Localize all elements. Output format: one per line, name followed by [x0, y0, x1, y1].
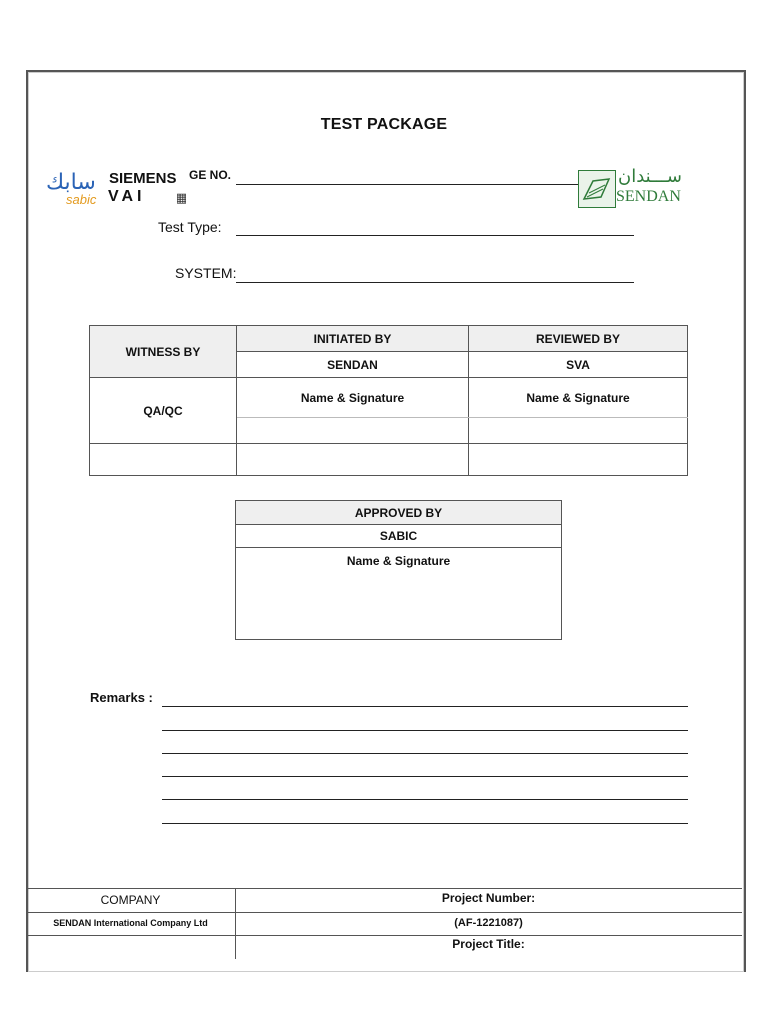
remarks-line-5[interactable] [162, 799, 688, 800]
reviewed-signature-label: Name & Signature [469, 378, 688, 418]
sendan-emblem-icon [578, 170, 616, 208]
package-no-label: GE NO. [189, 168, 232, 182]
reviewed-org: SVA [469, 352, 688, 378]
company-label: COMPANY [100, 893, 161, 907]
signoff-table [89, 325, 688, 476]
vai-mark-icon: ▦ [176, 191, 188, 206]
approval-signature-label: Name & Signature [346, 554, 451, 568]
approval-org: SABIC [236, 525, 562, 548]
footer-divider-1 [26, 912, 742, 913]
remarks-line-2[interactable] [162, 730, 688, 731]
approval-table [235, 500, 562, 640]
sendan-logo [578, 166, 688, 210]
initiated-empty-cell[interactable] [237, 444, 469, 476]
sabic-siemens-logo [46, 166, 246, 214]
remarks-line-3[interactable] [162, 753, 688, 754]
sendan-arabic-logo-text: ســـندان [618, 166, 683, 187]
system-line[interactable] [236, 282, 634, 283]
approved-by-header: APPROVED BY [236, 501, 562, 525]
approval-signature-box[interactable] [236, 548, 562, 640]
footer-divider-2 [26, 935, 742, 936]
initiated-org: SENDAN [237, 352, 469, 378]
company-name: SENDAN International Company Ltd [53, 918, 208, 928]
reviewed-by-header: REVIEWED BY [469, 326, 688, 352]
sabic-arabic-logo-text: سابك [46, 170, 96, 195]
initiated-signature-label: Name & Signature [237, 378, 469, 418]
project-number-label: Project Number: [441, 891, 536, 905]
sabic-logo-text: sabic [66, 192, 97, 207]
siemens-logo-text: SIEMENS [109, 170, 177, 187]
initiated-by-header: INITIATED BY [237, 326, 469, 352]
system-label: SYSTEM: [175, 265, 237, 281]
remarks-line-1[interactable] [162, 706, 688, 707]
document-title: TEST PACKAGE [320, 116, 448, 133]
remarks-line-4[interactable] [162, 776, 688, 777]
witness-org: QA/QC [90, 378, 237, 444]
package-no-line [236, 184, 578, 185]
test-type-line[interactable] [236, 235, 634, 236]
footer-table [26, 888, 742, 969]
test-type-label: Test Type: [158, 219, 222, 235]
project-number: (AF-1221087) [454, 917, 523, 929]
reviewed-signature-box[interactable] [469, 418, 688, 444]
witness-by-header: WITNESS BY [90, 326, 237, 378]
reviewed-empty-cell[interactable] [469, 444, 688, 476]
vai-logo-text: VAI [108, 188, 146, 205]
remarks-label: Remarks : [90, 690, 153, 705]
project-title-label: Project Title: [452, 937, 525, 951]
sendan-logo-text: SENDAN [616, 188, 681, 205]
remarks-line-6[interactable] [162, 823, 688, 824]
initiated-signature-box[interactable] [237, 418, 469, 444]
witness-empty-cell[interactable] [90, 444, 237, 476]
